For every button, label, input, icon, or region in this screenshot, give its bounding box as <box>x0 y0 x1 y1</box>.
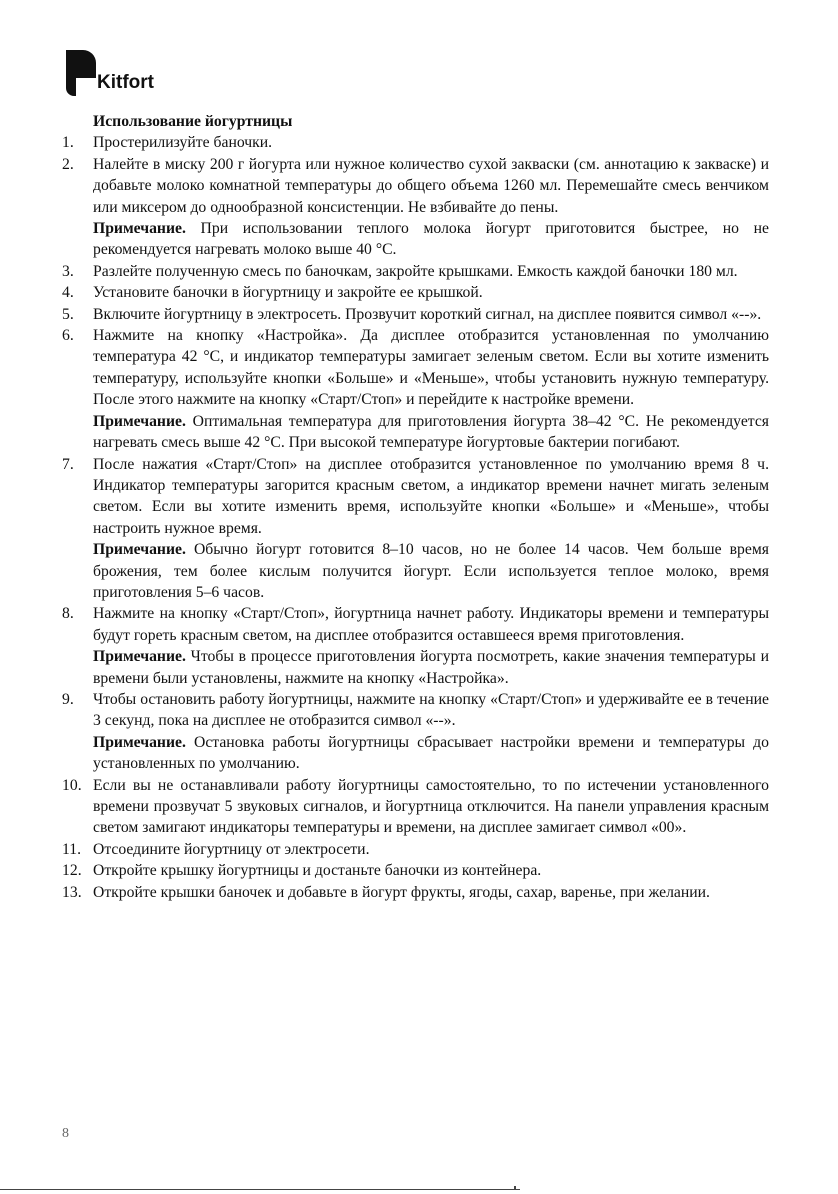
item-text: Отсоедините йогуртницу от электросети. <box>93 840 370 858</box>
list-item <box>62 454 769 604</box>
note-label: Примечание. <box>93 412 186 430</box>
note-text: Чтобы в процессе приготовления йогурта посмотреть, какие значения температуры и времени были установлены, нажмите на кнопку «Настройка». <box>93 648 770 687</box>
item-body <box>93 132 769 153</box>
list-item <box>62 860 769 881</box>
item-body <box>93 304 769 325</box>
list-item <box>62 603 769 689</box>
note-text: При использовании теплого молока йогурт приготовится быстрее, но не рекомендуется нагревать молоко выше 40 °C. <box>93 220 770 259</box>
note-label: Примечание. <box>93 733 186 751</box>
note-text: Оптимальная температура для приготовления йогурта 38–42 °С. Не рекомендуется нагревать смесь выше 42 °С. При высокой температуре йогуртовые бактерии погибают. <box>93 412 770 452</box>
note-text: Обычно йогурт готовится 8–10 часов, но не более 14 часов. Чем больше время брожения, тем более кислым получится йогурт. Если используется теплое молоко, время приготовления 5–6 часов. <box>93 541 769 601</box>
item-text: Откройте крышки баночек и добавьте в йогурт фрукты, ягоды, сахар, варенье, при желании. <box>93 883 710 901</box>
item-number: 12. <box>62 862 82 880</box>
item-text: Включите йогуртницу в электросеть. Прозвучит короткий сигнал, на дисплее появится символ «--». <box>93 305 762 323</box>
note-text: Остановка работы йогуртницы сбрасывает настройки времени и температуры до установленных по умолчанию. <box>93 733 770 773</box>
kitfort-logo-icon <box>66 50 96 96</box>
item-body <box>93 839 769 860</box>
item-number: 3. <box>62 262 74 280</box>
item-text: Нажмите на кнопку «Старт/Стоп», йогуртница начнет работу. Индикаторы времени и температуры будут гореть красным светом, на дисплее отобразится оставшееся время приготовления. <box>93 605 769 644</box>
item-text: Если вы не останавливали работу йогуртницы самостоятельно, то по истечении установленного времени прозвучат 5 звуковых сигналов, и йогуртница отключится. На панели управления красным светом замигают индикаторы температуры и времени, на дисплее замигает символ «00». <box>93 776 769 837</box>
item-text: Откройте крышку йогуртницы и достаньте баночки из контейнера. <box>93 862 542 880</box>
item-body <box>93 454 769 604</box>
instructions <box>62 111 769 903</box>
instruction-list <box>62 132 769 903</box>
item-number: 11. <box>62 840 82 858</box>
item-number: 5. <box>62 305 74 323</box>
item-number: 1. <box>62 134 74 152</box>
list-item <box>62 882 769 903</box>
item-number: 13. <box>62 883 82 901</box>
item-text: Простерилизуйте баночки. <box>93 134 273 152</box>
item-number: 8. <box>62 605 74 623</box>
list-item <box>62 261 769 282</box>
item-note <box>93 218 769 261</box>
item-note <box>93 411 769 454</box>
list-item <box>62 132 769 153</box>
item-note <box>93 539 769 603</box>
item-number: 2. <box>62 155 74 173</box>
item-text: Чтобы остановить работу йогуртницы, нажмите на кнопку «Старт/Стоп» и удерживайте ее в течение 3 секунд, пока на дисплее не отобразится символ «--». <box>93 690 769 730</box>
page-number: 8 <box>62 1126 69 1141</box>
item-number: 10. <box>62 776 82 794</box>
item-body <box>93 154 769 261</box>
item-text: Нажмите на кнопку «Настройка». Да дисплее отобразится установленная по умолчанию температура 42 °С, и индикатор температуры замигает зеленым светом. Если вы хотите изменить температуру, используйте кнопки «Больше» и «Меньше», чтобы установить нужную температуру. После этого нажмите на кнопку «Старт/Стоп» и перейдите к настройке времени. <box>93 327 769 409</box>
item-number: 4. <box>62 284 74 302</box>
section-heading: Использование йогуртницы <box>93 113 293 130</box>
list-item <box>62 325 769 453</box>
list-item <box>62 154 769 261</box>
note-label: Примечание. <box>93 541 186 559</box>
item-note <box>93 732 769 775</box>
item-body <box>93 860 769 881</box>
item-body <box>93 689 769 775</box>
item-body <box>93 261 769 282</box>
item-body <box>93 282 769 303</box>
item-body <box>93 775 769 839</box>
item-text: Налейте в миску 200 г йогурта или нужное количество сухой закваски (см. аннотацию к закваске) и добавьте молоко комнатной температуры до общего объема 1260 мл. Перемешайте смесь венчиком или миксером до однообразной консистенции. Не взбивайте до пены. <box>93 155 769 216</box>
item-body <box>93 882 769 903</box>
item-number: 7. <box>62 455 74 473</box>
bottom-tick <box>514 1186 516 1190</box>
list-item <box>62 282 769 303</box>
item-text: После нажатия «Старт/Стоп» на дисплее отобразится установленное по умолчанию время 8 ч. Индикатор температуры загорится красным светом, а индикатор времени начнет мигать зеленым светом. Если вы хотите изменить время, используйте кнопки «Больше» и «Меньше», чтобы настроить нужное время. <box>93 455 769 537</box>
note-label: Примечание. <box>93 648 186 666</box>
list-item <box>62 304 769 325</box>
item-text: Разлейте полученную смесь по баночкам, закройте крышками. Емкость каждой баночки 180 мл. <box>93 262 738 280</box>
item-text: Установите баночки в йогуртницу и закройте ее крышкой. <box>93 284 483 302</box>
item-body <box>93 325 769 453</box>
item-number: 9. <box>62 690 74 708</box>
item-note <box>93 646 769 689</box>
list-item <box>62 689 769 775</box>
item-body <box>93 603 769 689</box>
list-item <box>62 839 769 860</box>
item-number: 6. <box>62 327 74 345</box>
note-label: Примечание. <box>93 220 186 238</box>
list-item <box>62 775 769 839</box>
brand-logo <box>66 50 154 96</box>
brand-name: Kitfort <box>97 72 154 93</box>
bottom-rule <box>0 1189 520 1190</box>
